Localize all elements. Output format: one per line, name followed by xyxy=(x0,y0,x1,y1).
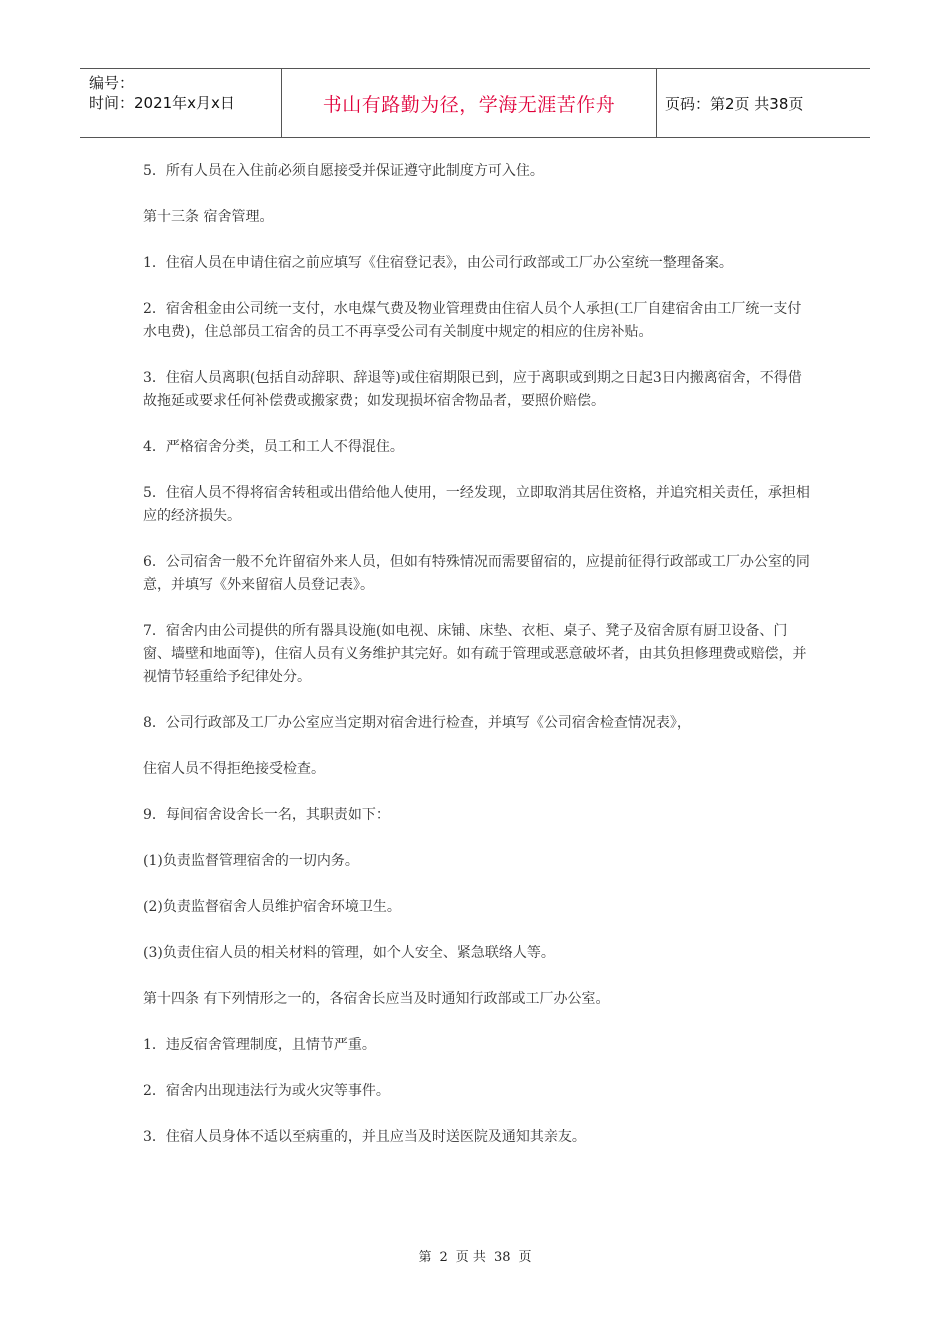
page-footer xyxy=(0,1246,950,1265)
paragraph: 6．公司宿舍一般不允许留宿外来人员，但如有特殊情况而需要留宿的，应提前征得行政部或工厂办公室的同意，并填写《外来留宿人员登记表》。 xyxy=(143,554,810,593)
article-heading: 第十三条 宿舍管理。 xyxy=(143,209,274,225)
footer-prefix: 第 xyxy=(418,1250,432,1265)
document-number-label: 编号： xyxy=(89,74,135,92)
header-motto: 书山有路勤为径，学海无涯苦作舟 xyxy=(282,69,657,137)
paragraph: 7．宿舍内由公司提供的所有器具设施(如电视、床铺、床垫、衣柜、桌子、凳子及宿舍原有厨卫设备、门窗、墙壁和地面等)，住宿人员有义务维护其完好。如有疏于管理或恶意破坏者，由其负担修理费或赔偿，并视情节轻重给予纪律处分。 xyxy=(143,623,807,685)
article-heading: 第十四条 有下列情形之一的，各宿舍长应当及时通知行政部或工厂办公室。 xyxy=(143,991,610,1007)
paragraph: 3．住宿人员离职(包括自动辞职、辞退等)或住宿期限已到，应于离职或到期之日起3日内搬离宿舍，不得借故拖延或要求任何补偿费或搬家费；如发现损坏宿舍物品者，要照价赔偿。 xyxy=(143,370,802,409)
document-body xyxy=(143,160,811,1172)
paragraph: 1．住宿人员在申请住宿之前应填写《住宿登记表》，由公司行政部或工厂办公室统一整理备案。 xyxy=(143,255,733,271)
paragraph: (2)负责监督宿舍人员维护宿舍环境卫生。 xyxy=(143,899,401,915)
footer-suffix: 页 xyxy=(518,1250,532,1265)
paragraph: (1)负责监督管理宿舍的一切内务。 xyxy=(143,853,359,869)
paragraph: 3．住宿人员身体不适以至病重的，并且应当及时送医院及通知其亲友。 xyxy=(143,1129,586,1145)
paragraph: 1．违反宿舍管理制度，且情节严重。 xyxy=(143,1037,376,1053)
document-header xyxy=(80,68,870,138)
document-time-label: 时间：2021年x月x日 xyxy=(89,94,235,112)
paragraph: 5．所有人员在入住前必须自愿接受并保证遵守此制度方可入住。 xyxy=(143,163,544,179)
paragraph: (3)负责住宿人员的相关材料的管理，如个人安全、紧急联络人等。 xyxy=(143,945,555,961)
paragraph: 4．严格宿舍分类，员工和工人不得混住。 xyxy=(143,439,404,455)
paragraph: 5．住宿人员不得将宿舍转租或出借给他人使用，一经发现，立即取消其居住资格，并追究相关责任，承担相应的经济损失。 xyxy=(143,485,810,524)
footer-mid: 页 共 xyxy=(455,1250,486,1265)
footer-page-total: 38 xyxy=(493,1250,511,1265)
paragraph: 2．宿舍租金由公司统一支付，水电煤气费及物业管理费由住宿人员个人承担(工厂自建宿舍由工厂统一支付水电费)，住总部员工宿舍的员工不再享受公司有关制度中规定的相应的住房补贴。 xyxy=(143,301,802,340)
paragraph: 9．每间宿舍设舍长一名，其职责如下： xyxy=(143,807,390,823)
header-page-info: 页码：第2页 共38页 xyxy=(665,94,804,113)
paragraph: 2．宿舍内出现违法行为或火灾等事件。 xyxy=(143,1083,390,1099)
footer-page-current: 2 xyxy=(439,1250,448,1265)
header-meta xyxy=(80,69,282,137)
paragraph: 8．公司行政部及工厂办公室应当定期对宿舍进行检查，并填写《公司宿舍检查情况表》， xyxy=(143,715,691,731)
paragraph: 住宿人员不得拒绝接受检查。 xyxy=(143,761,325,777)
